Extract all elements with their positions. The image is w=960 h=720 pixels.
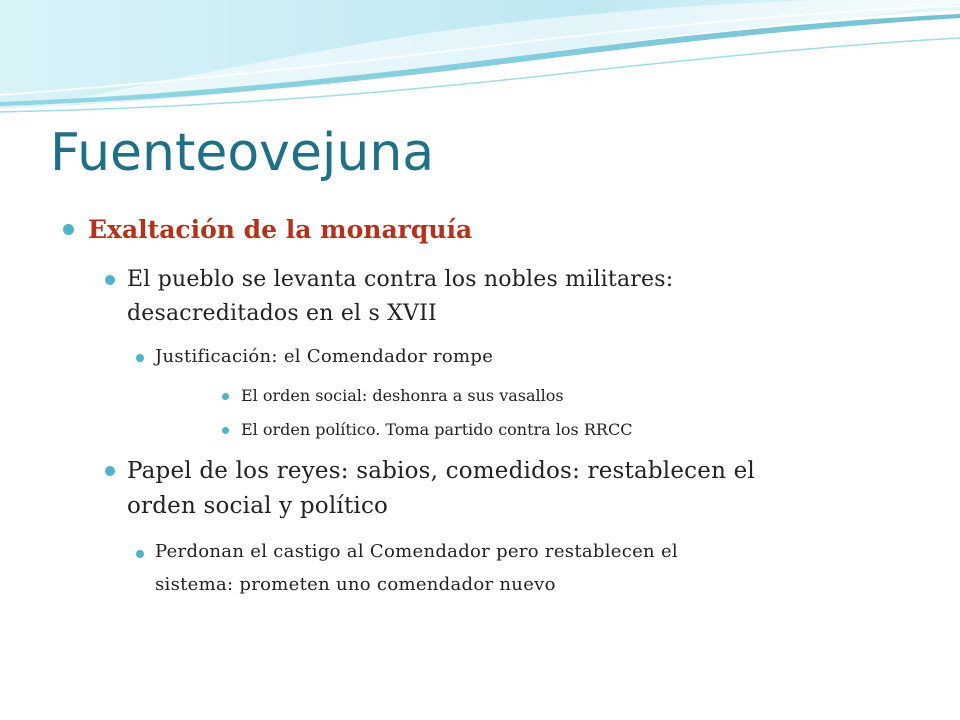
- bullet-icon: [105, 275, 115, 285]
- point1-subsub-1: El orden social: deshonra a sus vasallos: [241, 386, 564, 405]
- bullet-icon: [222, 427, 229, 434]
- point2-sub-line2: sistema: prometen uno comendador nuevo: [155, 574, 556, 595]
- bullet-icon: [136, 550, 144, 558]
- point2-sub-line1: Perdonan el castigo al Comendador pero restablecen el: [155, 541, 678, 562]
- bullet-icon: [105, 466, 115, 476]
- point1-subsub-2: El orden político. Toma partido contra los RRCC: [241, 420, 633, 439]
- bullet-icon: [222, 393, 229, 400]
- bullet-icon: [136, 354, 144, 362]
- point1-line1: El pueblo se levanta contra los nobles militares:: [127, 267, 674, 292]
- point2-line2: orden social y político: [127, 493, 389, 519]
- slide-title: Fuenteovejuna: [50, 123, 435, 183]
- point1-sub: Justificación: el Comendador rompe: [155, 346, 494, 367]
- point2-line1: Papel de los reyes: sabios, comedidos: restablecen el: [127, 458, 755, 484]
- bullet-level1: Exaltación de la monarquía: [88, 215, 473, 244]
- point1-line2: desacreditados en el s XVII: [127, 301, 437, 326]
- bullet-icon: [63, 224, 74, 235]
